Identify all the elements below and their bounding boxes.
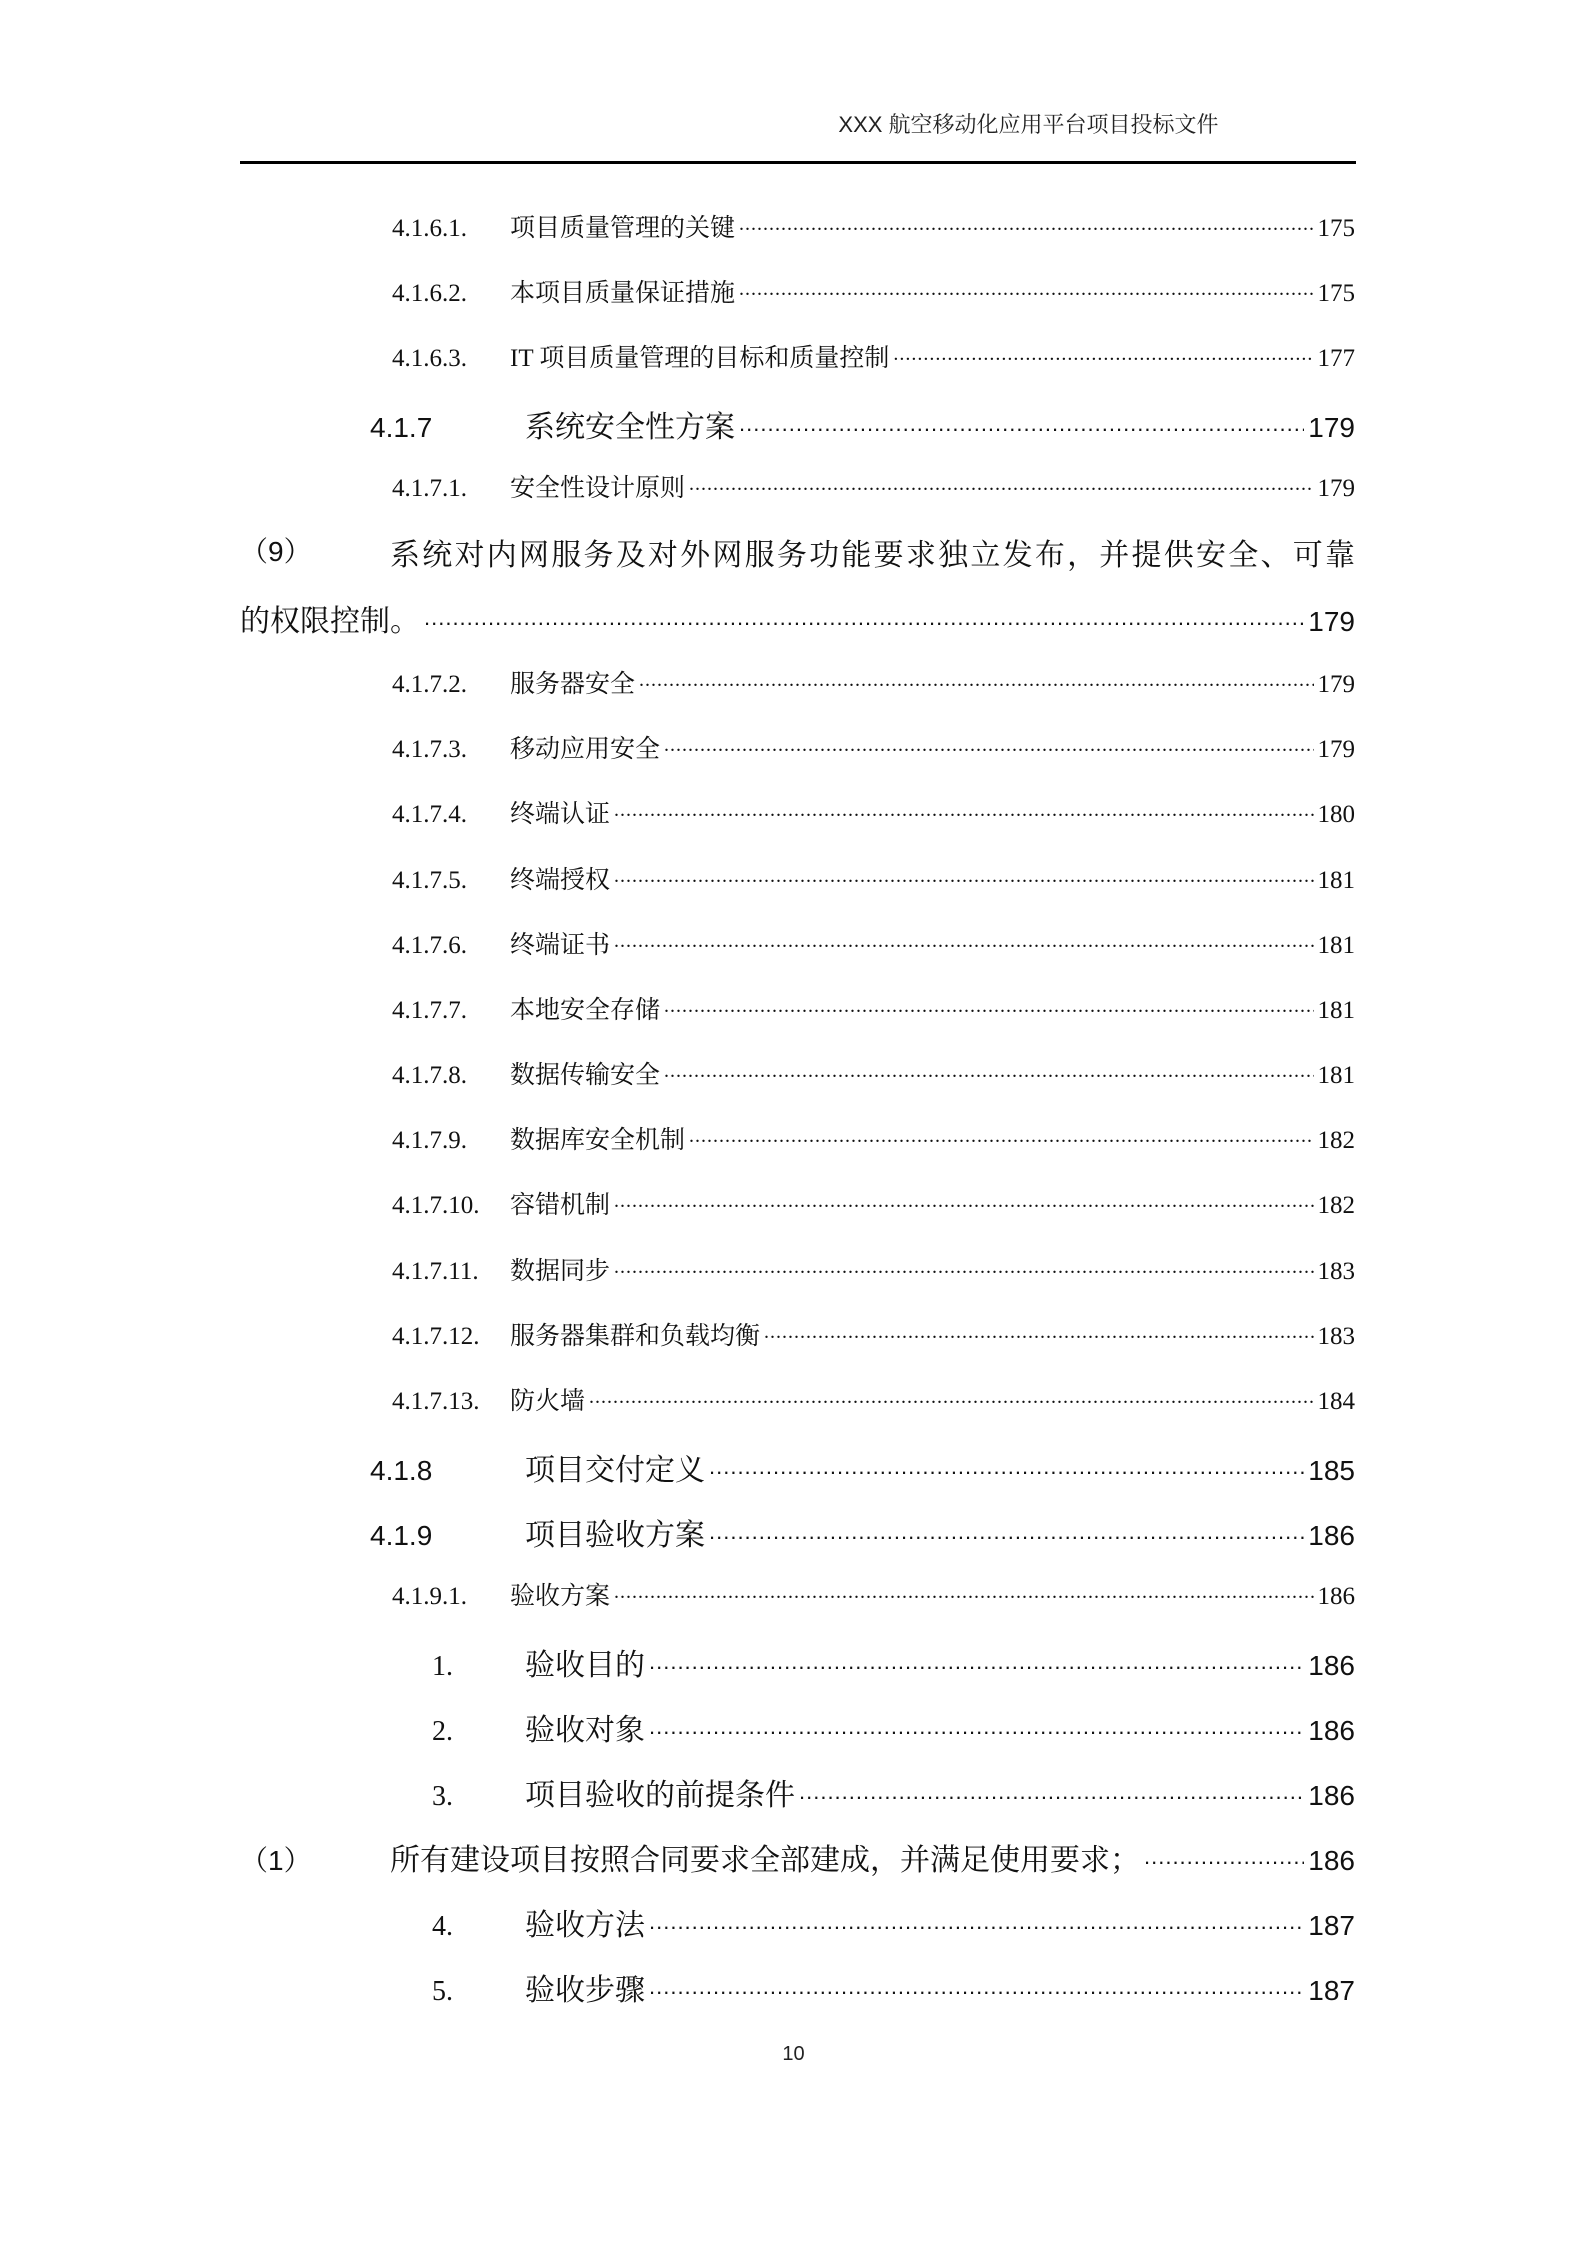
toc-entry-page: 187 (1308, 1910, 1355, 1941)
document-title: XXX 航空移动化应用平台项目投标文件 (838, 112, 1219, 137)
dot-leader (614, 1254, 1313, 1279)
toc-entry-page: 186 (1308, 1845, 1355, 1876)
toc-entry-number: 4.1.6.2. (392, 280, 467, 307)
toc-entry-title: 项目交付定义 (525, 1454, 705, 1487)
toc-entry-title: 验收目的 (525, 1649, 645, 1682)
toc-entry[interactable] (432, 1705, 1355, 1749)
toc-entry-page: 177 (1317, 345, 1355, 372)
toc-entry-title: 容错机制 (510, 1192, 611, 1219)
toc-entry[interactable] (392, 1185, 1355, 1221)
dot-leader (709, 1452, 1304, 1480)
toc-entry-number: 1. (432, 1651, 453, 1682)
toc-entry-number: 2. (432, 1716, 453, 1747)
toc-entry[interactable] (392, 1251, 1355, 1287)
toc-entry-title: 数据同步 (510, 1258, 611, 1285)
toc-entry[interactable] (392, 664, 1355, 700)
toc-entry[interactable] (240, 1835, 1355, 1879)
toc-entry-title: 系统对内网服务及对外网服务功能要求独立发布，并提供安全、可靠 (390, 539, 1355, 572)
toc-entry-number: 4.1.9.1. (392, 1583, 467, 1610)
toc-entry-page: 187 (1308, 1975, 1355, 2006)
toc-entry-title: 数据传输安全 (510, 1062, 661, 1089)
toc-entry-page: 179 (1317, 671, 1355, 698)
toc-entry-number: 4.1.7.12. (392, 1323, 480, 1350)
toc-entry[interactable] (432, 1770, 1355, 1814)
toc-entry-title: 所有建设项目按照合同要求全部建成，并满足使用要求； (390, 1844, 1140, 1877)
dot-leader (739, 409, 1304, 437)
dot-leader (639, 667, 1313, 692)
toc-entry-number: 4.1.7.2. (392, 671, 467, 698)
toc-entry-number: 4.1.7.6. (392, 932, 467, 959)
toc-entry-line-2 (240, 596, 1355, 640)
dot-leader (649, 1712, 1304, 1740)
page-number: 10 (782, 2043, 805, 2065)
toc-entry[interactable] (392, 338, 1355, 374)
toc-entry-number: 3. (432, 1781, 453, 1812)
toc-entry-number: 4. (432, 1911, 453, 1942)
toc-entry-title: 数据库安全机制 (510, 1127, 686, 1154)
toc-entry[interactable] (392, 1381, 1355, 1417)
toc-entry[interactable] (392, 860, 1355, 896)
toc-entry[interactable] (392, 273, 1355, 309)
dot-leader (614, 928, 1313, 953)
toc-entry-number: 4.1.7.4. (392, 801, 467, 828)
toc-entry-number: 4.1.7 (370, 412, 433, 443)
dot-leader (764, 1319, 1313, 1344)
dot-leader (689, 1123, 1313, 1148)
toc-entry-number: 4.1.7.1. (392, 475, 467, 502)
toc-entry-title: 移动应用安全 (510, 736, 661, 763)
toc-entry[interactable] (392, 1055, 1355, 1091)
dot-leader (739, 211, 1313, 236)
toc-entry[interactable] (370, 1510, 1355, 1554)
dot-leader (739, 276, 1313, 301)
toc-entry-number: 5. (432, 1976, 453, 2007)
toc-entry-page: 175 (1317, 280, 1355, 307)
dot-leader (649, 1907, 1304, 1935)
toc-entry-title: 服务器集群和负载均衡 (510, 1323, 761, 1350)
dot-leader (649, 1647, 1304, 1675)
toc-entry[interactable] (392, 468, 1355, 504)
toc-entry-page: 183 (1317, 1323, 1355, 1350)
toc-entry-title: 项目验收的前提条件 (525, 1779, 795, 1812)
toc-entry[interactable] (370, 1445, 1355, 1489)
dot-leader (664, 1058, 1313, 1083)
toc-entry-title: IT 项目质量管理的目标和质量控制 (510, 345, 890, 372)
dot-leader (614, 1188, 1313, 1213)
toc-entry-title: 终端授权 (510, 867, 611, 894)
toc-entry-page: 186 (1308, 1650, 1355, 1681)
toc-entry-title: 本地安全存储 (510, 997, 661, 1024)
toc-entry-title-continued: 的权限控制。 (240, 605, 420, 638)
dot-leader (614, 1579, 1313, 1604)
dot-leader (893, 341, 1313, 366)
toc-entry-page: 179 (1308, 412, 1355, 443)
toc-entry-page: 182 (1317, 1192, 1355, 1219)
toc-entry[interactable] (392, 794, 1355, 830)
toc-entry-page: 181 (1317, 932, 1355, 959)
toc-entry-title: 验收步骤 (525, 1974, 645, 2007)
toc-entry[interactable] (392, 729, 1355, 765)
toc-entry-page: 184 (1317, 1388, 1355, 1415)
toc-entry-page: 180 (1317, 801, 1355, 828)
dot-leader (799, 1777, 1304, 1805)
toc-entry-number: 4.1.7.9. (392, 1127, 467, 1154)
toc-entry[interactable] (432, 1965, 1355, 2009)
toc-entry-number: 4.1.7.5. (392, 867, 467, 894)
dot-leader (424, 603, 1304, 631)
dot-leader (614, 797, 1313, 822)
toc-entry-page: 183 (1317, 1258, 1355, 1285)
dot-leader (1144, 1842, 1304, 1870)
toc-entry[interactable] (392, 208, 1355, 244)
toc-entry-number: 4.1.6.1. (392, 215, 467, 242)
toc-entry-number: 4.1.7.10. (392, 1192, 480, 1219)
toc-entry-page: 179 (1308, 606, 1355, 637)
toc-entry-page: 181 (1317, 1062, 1355, 1089)
toc-entry-title: 本项目质量保证措施 (510, 280, 736, 307)
toc-entry-number: 4.1.7.8. (392, 1062, 467, 1089)
toc-entry-number: 4.1.6.3. (392, 345, 467, 372)
toc-entry-page: 179 (1317, 475, 1355, 502)
toc-entry-page: 182 (1317, 1127, 1355, 1154)
toc-entry-title: 终端证书 (510, 932, 611, 959)
toc-entry[interactable] (432, 1900, 1355, 1944)
toc-entry-title: 防火墙 (510, 1388, 586, 1415)
dot-leader (589, 1384, 1313, 1409)
toc-entry-line-1 (240, 530, 1355, 574)
toc-entry-title: 系统安全性方案 (525, 411, 735, 444)
toc-entry-number: 4.1.7.3. (392, 736, 467, 763)
toc-entry-title: 服务器安全 (510, 671, 636, 698)
toc-entry-page: 181 (1317, 867, 1355, 894)
toc-entry[interactable] (392, 925, 1355, 961)
dot-leader (709, 1517, 1304, 1545)
toc-entry[interactable] (370, 402, 1355, 446)
toc-entry-page: 186 (1308, 1715, 1355, 1746)
toc-entry-page: 175 (1317, 215, 1355, 242)
toc-entry-number: 4.1.9 (370, 1520, 433, 1551)
toc-entry-page: 186 (1317, 1583, 1355, 1610)
toc-entry-page: 179 (1317, 736, 1355, 763)
dot-leader (649, 1972, 1304, 2000)
toc-entry-title: 项目质量管理的关键 (510, 215, 736, 242)
toc-entry-number: 4.1.7.13. (392, 1388, 480, 1415)
toc-entry-number: 4.1.8 (370, 1455, 433, 1486)
toc-entry[interactable] (392, 1576, 1355, 1612)
dot-leader (664, 993, 1313, 1018)
toc-entry-title: 终端认证 (510, 801, 611, 828)
dot-leader (664, 732, 1313, 757)
toc-entry-page: 186 (1308, 1780, 1355, 1811)
toc-entry[interactable] (392, 1316, 1355, 1352)
dot-leader (689, 471, 1313, 496)
toc-entry-title: 验收方案 (510, 1583, 611, 1610)
toc-entry-number: （1） (240, 1845, 312, 1876)
toc-entry-number: 4.1.7.11. (392, 1258, 479, 1285)
toc-entry-page: 185 (1308, 1455, 1355, 1486)
toc-entry-number: （9） (240, 536, 312, 567)
toc-entry-title: 安全性设计原则 (510, 475, 686, 502)
toc-entry-title: 项目验收方案 (525, 1519, 705, 1552)
toc-entry-title: 验收对象 (525, 1714, 645, 1747)
toc-entry[interactable] (392, 1120, 1355, 1156)
toc-entry-page: 181 (1317, 997, 1355, 1024)
toc-entry-number: 4.1.7.7. (392, 997, 467, 1024)
toc-entry[interactable] (432, 1640, 1355, 1684)
dot-leader (614, 863, 1313, 888)
toc-entry-title: 验收方法 (525, 1909, 645, 1942)
toc-entry-page: 186 (1308, 1520, 1355, 1551)
toc-entry[interactable] (392, 990, 1355, 1026)
